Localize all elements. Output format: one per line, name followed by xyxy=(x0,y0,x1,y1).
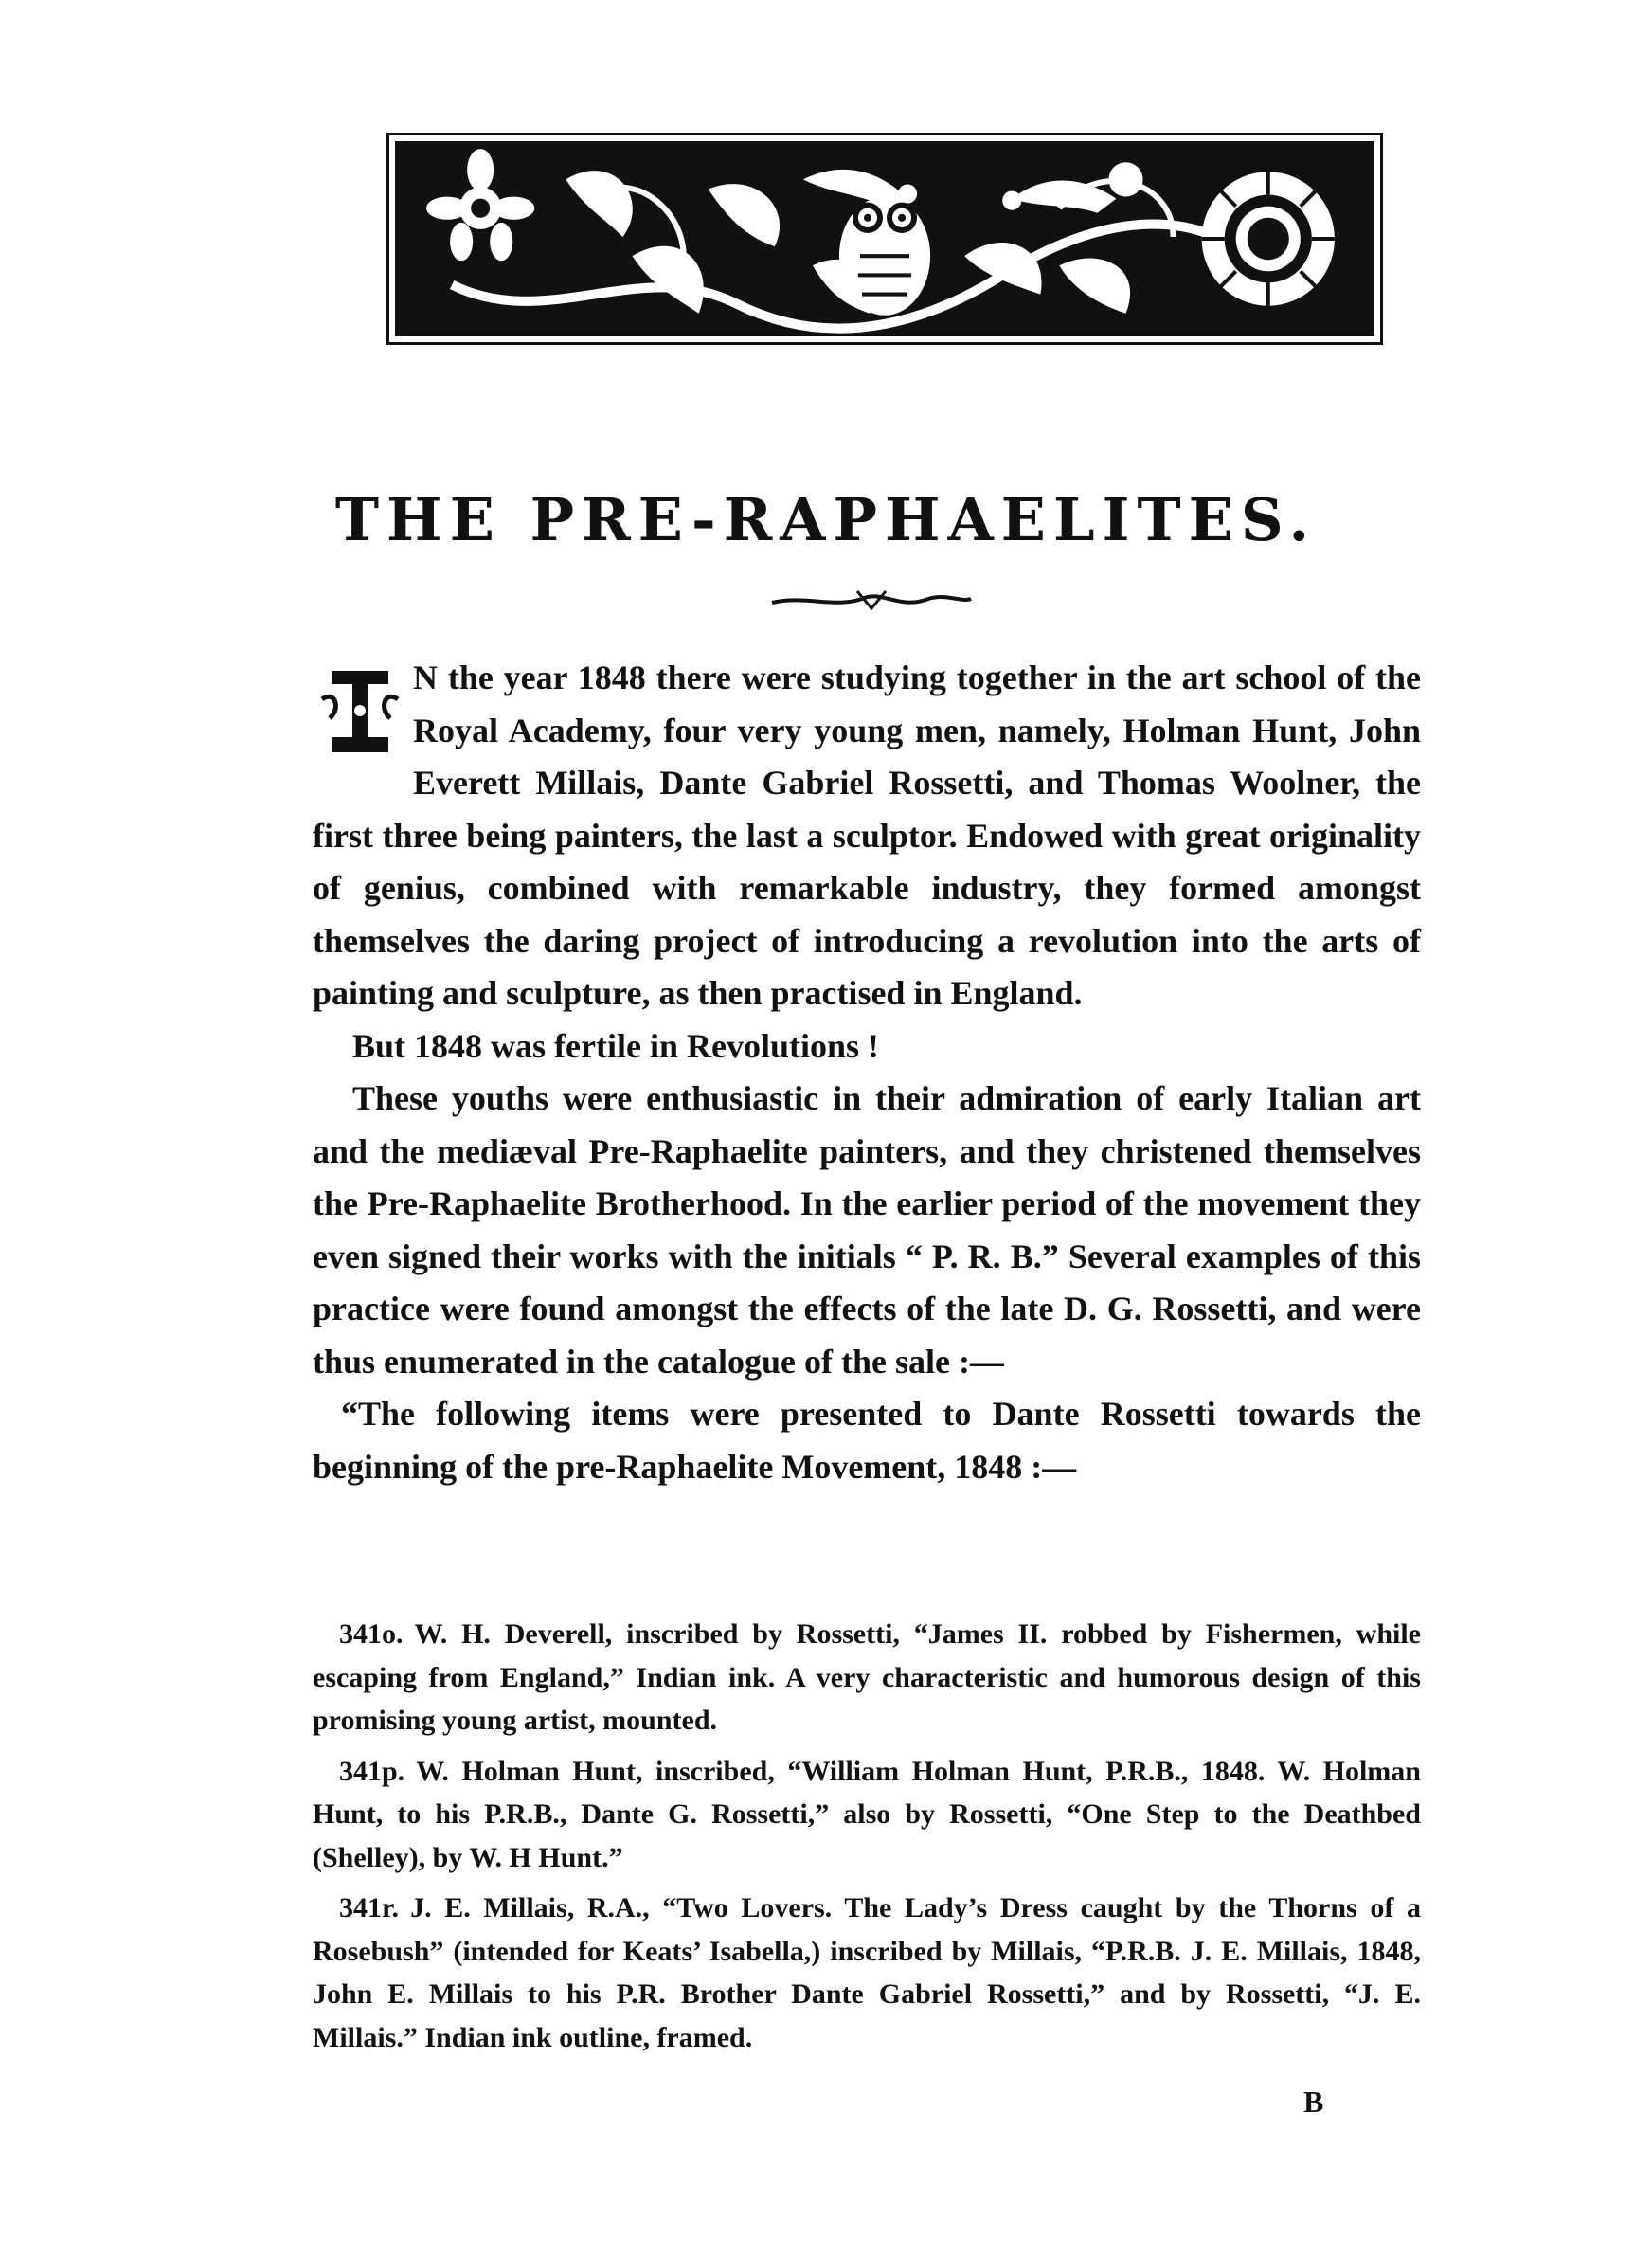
entry-number: 341o. xyxy=(339,1618,404,1650)
paragraph: “The following items were presented to Dante Rossetti towards the beginning of the pre-Raphaelite Movement, 1848 :— xyxy=(313,1395,1421,1486)
floral-bird-ornament-icon xyxy=(395,141,1374,336)
entry-number: 341p. xyxy=(339,1755,405,1787)
title-flourish-icon xyxy=(767,586,976,614)
catalogue-entry xyxy=(313,1750,1421,1880)
catalogue-entries xyxy=(313,1613,1421,2067)
opening-paragraph xyxy=(313,652,1421,1020)
catalogue-entry xyxy=(313,1613,1421,1742)
catalogue-entry xyxy=(313,1887,1421,2059)
signature-mark: B xyxy=(1303,2085,1324,2119)
page-title: THE PRE-RAPHAELITES. xyxy=(334,485,1318,554)
main-text xyxy=(313,652,1421,1493)
entry-text: W. H. Deverell, inscribed by Rossetti, “James II. robbed by Fishermen, while escaping from England,” Indian ink. A very characteristic and humorous design of this promising young artist, mounted. xyxy=(313,1618,1421,1736)
paragraph: These youths were enthusiastic in their admiration of early Italian art and the mediæval Pre-Raphaelite painters, and they christened themselves the Pre-Raphaelite Brotherhood. In the earlier period of the movement they even signed their works with the initials “ P. R. B.” Several examples of this practice were found amongst the effects of the late D. G. Rossetti, and were thus enumerated in the catalogue of the sale :— xyxy=(313,1079,1421,1381)
paragraph: But 1848 was fertile in Revolutions ! xyxy=(352,1026,879,1065)
entry-number: 341r. xyxy=(339,1892,400,1923)
decorated-initial-i-icon xyxy=(313,661,407,760)
entry-text: J. E. Millais, R.A., “Two Lovers. The Lady’s Dress caught by the Thorns of a Rosebush” (intended for Keats’ Isabella,) inscribed by Millais, “P.R.B. J. E. Millais, 1848, John E. Millais to his P.R. Brother Dante Gabriel Rossetti,” and by Rossetti, “J. E. Millais.” Indian ink outline, framed. xyxy=(313,1892,1421,2053)
paragraph-text: N the year 1848 there were studying together in the art school of the Royal Academy, four very young men, namely, Holman Hunt, John Everett Millais, Dante Gabriel Rossetti, and Thomas Woolner, the first three being painters, the last a sculptor. Endowed with great originality of genius, combined with remarkable industry, they formed amongst themselves the daring project of introducing a revolution into the arts of painting and sculpture, as then practised in England. xyxy=(313,659,1421,1012)
ornamental-headpiece xyxy=(386,133,1383,345)
entry-text: W. Holman Hunt, inscribed, “William Holman Hunt, P.R.B., 1848. W. Holman Hunt, to his P.R.B., Dante G. Rossetti,” also by Rossetti, “One Step to the Deathbed (Shelley), by W. H Hunt.” xyxy=(313,1755,1421,1873)
